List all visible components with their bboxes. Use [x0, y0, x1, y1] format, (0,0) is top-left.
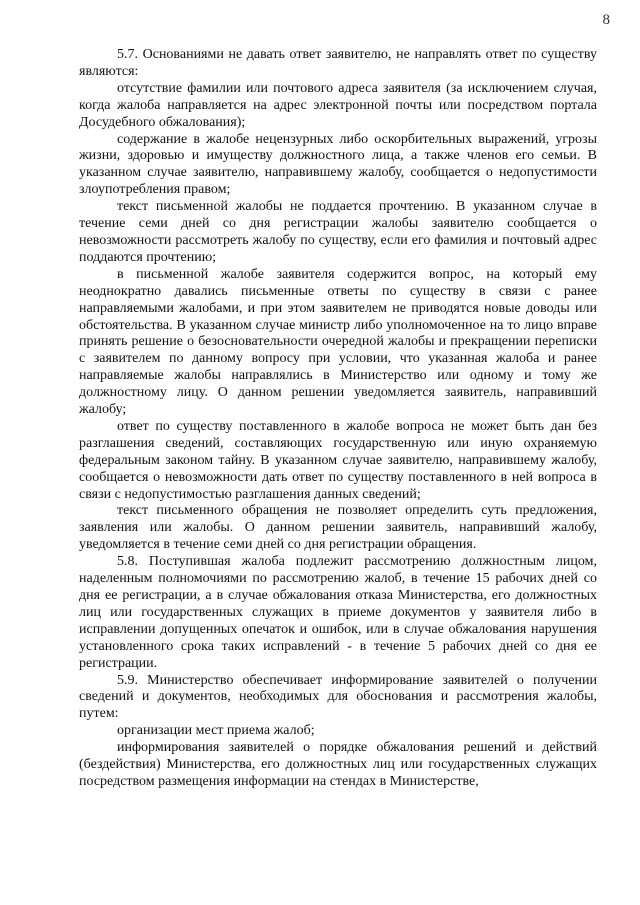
paragraph-repeated-question: в письменной жалобе заявителя содержится вопрос, на который ему неоднократно давались письменные ответы по существу в связи с ранее направляемыми жалобами, и при этом заявителем не приводятся новые доводы или обстоятельства. В указанном случае министр либо уполномоченное на то лицо вправе принять решение о безосновательности очередной жалобы и прекращении переписки с заявителем по данному вопросу при условии, что указанная жалоба и ранее направляемые жалобы направлялись в Министерство или одному и тому же должностному лицу. О данном решении уведомляется заявитель, направивший жалобу; — [79, 266, 597, 418]
paragraph-informing-procedure: информирования заявителей о порядке обжалования решений и действий (бездействия) Министерства, его должностных лиц или государственных служащих посредством размещения информации на стендах в Министерстве, — [79, 740, 597, 789]
paragraph-unreadable-text: текст письменной жалобы не поддается прочтению. В указанном случае в течение семи дней со дня регистрации жалобы заявителю сообщается о невозможности рассмотреть жалобу по существу, если его фамилия и почтовый адрес поддаются прочтению; — [79, 199, 597, 265]
paragraph-undefined-essence: текст письменного обращения не позволяет определить суть предложения, заявления или жалобы. О данном решении заявитель, направивший жалобу, уведомляется в течение семи дней со дня регистрации обращения. — [79, 503, 597, 553]
page-number: 8 — [602, 12, 610, 28]
paragraph-5-8: 5.8. Поступившая жалоба подлежит рассмотрению должностным лицом, наделенным полномочиями по рассмотрению жалоб, в течение 15 рабочих дней со дня ее регистрации, а в случае обжалования отказа Министерства, его должностных лиц или государственных служащих в приеме документов у заявителя либо в исправлении допущенных опечаток и ошибок, или в случае обжалования нарушения установленного срока таких исправлений - в течение 5 рабочих дней со дня ее регистрации. — [79, 554, 597, 671]
paragraph-no-surname: отсутствие фамилии или почтового адреса заявителя (за исключением случая, когда жалоба направляется на адрес электронной почты или посредством портала Досудебного обжалования); — [79, 80, 597, 130]
document-body — [79, 47, 597, 791]
paragraph-5-9: 5.9. Министерство обеспечивает информирование заявителей о получении сведений и документов, необходимых для обоснования и рассмотрения жалобы, путем: — [79, 672, 597, 722]
paragraph-5-7: 5.7. Основаниями не давать ответ заявителю, не направлять ответ по существу являются: — [79, 47, 597, 79]
paragraph-obscene-content: содержание в жалобе нецензурных либо оскорбительных выражений, угрозы жизни, здоровью и имуществу должностного лица, а также членов его семьи. В указанном случае заявителю, направившему жалобу, сообщается о недопустимости злоупотребления правом; — [79, 131, 597, 198]
paragraph-reception-places: организации мест приема жалоб; — [117, 723, 315, 739]
paragraph-state-secret: ответ по существу поставленного в жалобе вопроса не может быть дан без разглашения сведений, составляющих государственную или иную охраняемую федеральным законом тайну. В указанном случае заявителю, направившему жалобу, сообщается о невозможности дать ответ по существу поставленного в ней вопроса в связи с недопустимостью разглашения данных сведений; — [79, 418, 597, 502]
